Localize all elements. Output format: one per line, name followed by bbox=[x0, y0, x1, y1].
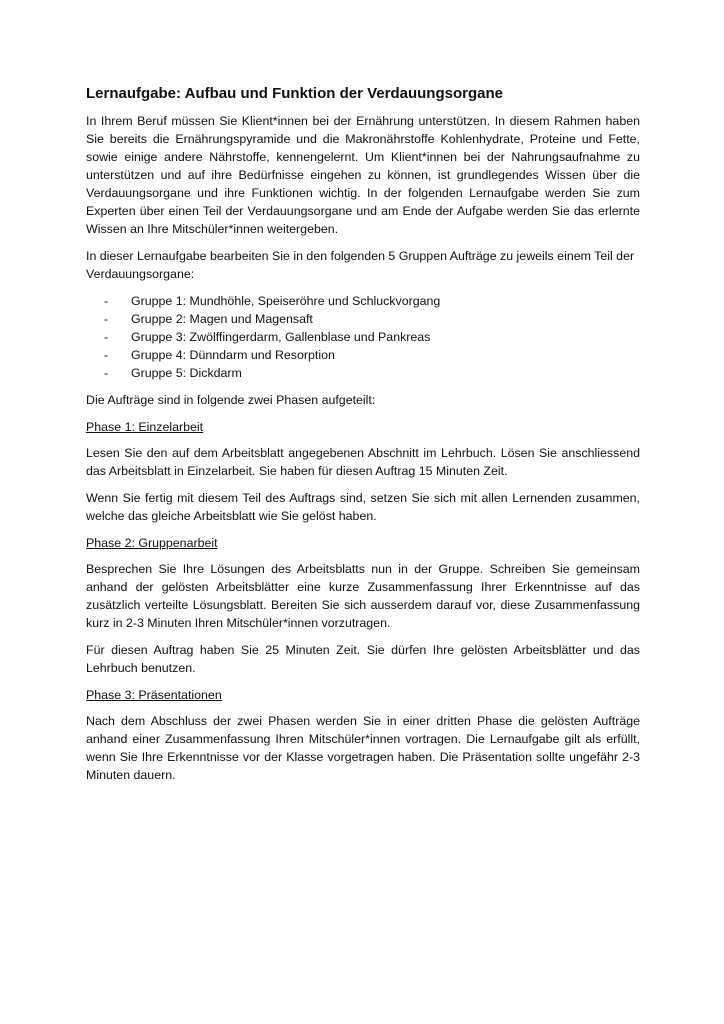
list-dash: - bbox=[104, 312, 109, 326]
list-dash: - bbox=[104, 294, 109, 308]
list-item bbox=[86, 364, 640, 382]
list-item bbox=[86, 346, 640, 364]
group-label: Gruppe 5: Dickdarm bbox=[131, 366, 242, 380]
list-item bbox=[86, 292, 640, 310]
phase-1-paragraph-1: Lesen Sie den auf dem Arbeitsblatt angegebenen Abschnitt im Lehrbuch. Lösen Sie anschliessend das Arbeitsblatt in Einzelarbeit. Sie haben für diesen Auftrag 15 Minuten Zeit. bbox=[86, 446, 640, 478]
document-page bbox=[86, 84, 640, 793]
list-dash: - bbox=[104, 348, 109, 362]
groups-intro-paragraph: In dieser Lernaufgabe bearbeiten Sie in den folgenden 5 Gruppen Aufträge zu jeweils einem Teil der Verdauungsorgane: bbox=[86, 249, 635, 281]
phase-2-paragraph-1: Besprechen Sie Ihre Lösungen des Arbeitsblatts nun in der Gruppe. Schreiben Sie gemeinsam anhand der gelösten Arbeitsblätter eine kurze Zusammenfassung Ihrer Erkenntnisse auf das zusätzlich verteilte Lösungsblatt. Bereiten Sie sich ausserdem darauf vor, diese Zusammenfassung kurz in 2-3 Minuten Ihren Mitschüler*innen vorzutragen. bbox=[86, 562, 640, 630]
list-item bbox=[86, 328, 640, 346]
list-item bbox=[86, 310, 640, 328]
phase-3-heading: Phase 3: Präsentationen bbox=[86, 688, 222, 702]
group-label: Gruppe 3: Zwölffingerdarm, Gallenblase und Pankreas bbox=[131, 330, 431, 344]
list-dash: - bbox=[104, 330, 109, 344]
phase-2-heading: Phase 2: Gruppenarbeit bbox=[86, 536, 218, 550]
phase-1-paragraph-2: Wenn Sie fertig mit diesem Teil des Auftrags sind, setzen Sie sich mit allen Lernenden zusammen, welche das gleiche Arbeitsblatt wie Sie gelöst haben. bbox=[86, 491, 640, 523]
phases-intro-paragraph: Die Aufträge sind in folgende zwei Phasen aufgeteilt: bbox=[86, 393, 376, 407]
phase-1-heading: Phase 1: Einzelarbeit bbox=[86, 420, 204, 434]
phase-3-paragraph-1: Nach dem Abschluss der zwei Phasen werden Sie in einer dritten Phase die gelösten Aufträge anhand einer Zusammenfassung Ihren Mitschüler*innen vortragen. Die Lernaufgabe gilt als erfüllt, wenn Sie Ihre Erkenntnisse vor der Klasse vorgetragen haben. Die Präsentation sollte ungefähr 2-3 Minuten dauern. bbox=[86, 714, 640, 782]
group-label: Gruppe 4: Dünndarm und Resorption bbox=[131, 348, 335, 362]
groups-list bbox=[86, 292, 640, 382]
intro-paragraph: In Ihrem Beruf müssen Sie Klient*innen bei der Ernährung unterstützen. In diesem Rahmen haben Sie bereits die Ernährungspyramide und die Makronährstoffe Kohlenhydrate, Proteine und Fette, sowie einige andere Nährstoffe, kennengelernt. Um Klient*innen bei der Nahrungsaufnahme zu unterstützen und auf ihre Bedürfnisse eingehen zu können, ist grundlegendes Wissen über die Verdauungsorgane und ihre Funktionen wichtig. In der folgenden Lernaufgabe werden Sie zum Experten über einen Teil der Verdauungsorgane und am Ende der Aufgabe werden Sie das erlernte Wissen an Ihre Mitschüler*innen weitergeben. bbox=[86, 114, 640, 236]
group-label: Gruppe 2: Magen und Magensaft bbox=[131, 312, 313, 326]
group-label: Gruppe 1: Mundhöhle, Speiseröhre und Schluckvorgang bbox=[131, 294, 441, 308]
document-title: Lernaufgabe: Aufbau und Funktion der Verdauungsorgane bbox=[86, 85, 503, 102]
list-dash: - bbox=[104, 366, 109, 380]
phase-2-paragraph-2: Für diesen Auftrag haben Sie 25 Minuten Zeit. Sie dürfen Ihre gelösten Arbeitsblätter und das Lehrbuch benutzen. bbox=[86, 643, 640, 675]
